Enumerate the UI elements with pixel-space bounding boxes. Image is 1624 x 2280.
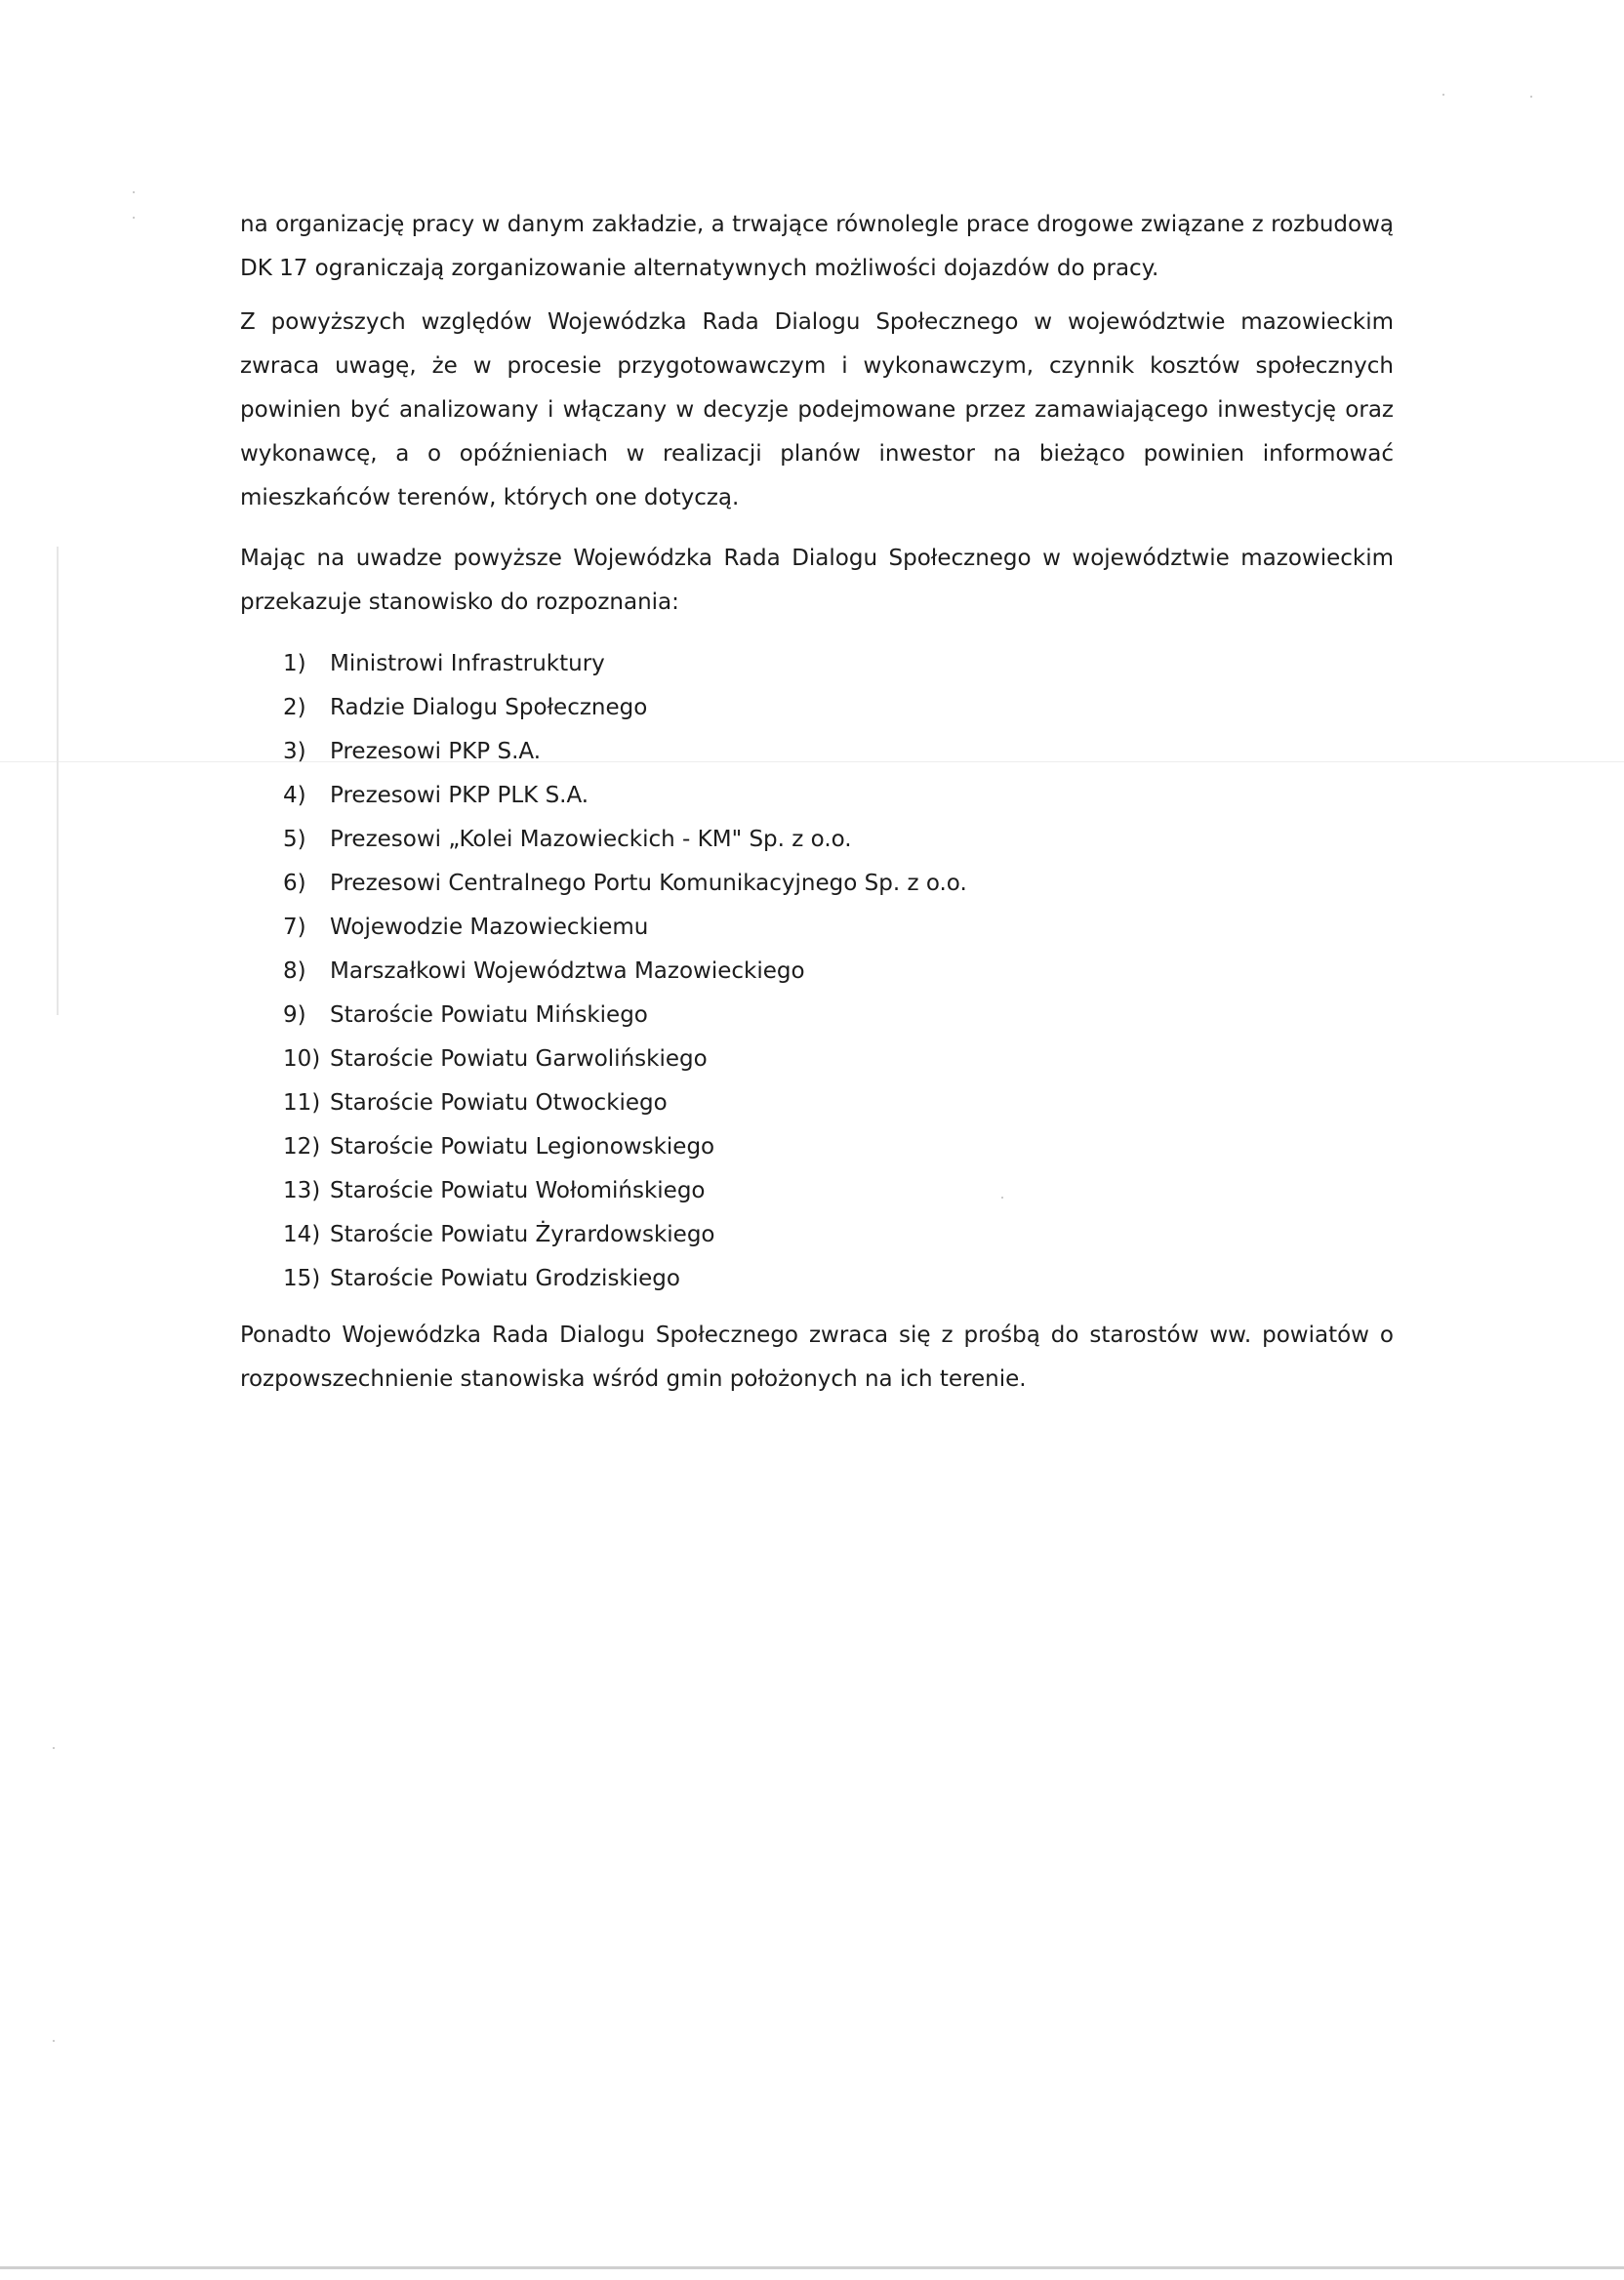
list-item — [283, 642, 967, 686]
list-item-text: Staroście Powiatu Otwockiego — [330, 1090, 668, 1116]
list-item-number: 13) — [283, 1178, 321, 1203]
list-item — [283, 1169, 967, 1213]
list-item-text: Radzie Dialogu Społecznego — [330, 695, 648, 720]
paragraph-forwarding-intro: Mając na uwadze powyższe Wojewódzka Rada Dialogu Społecznego w województwie mazowieckim przekazuje stanowisko do rozpoznania: — [240, 546, 1394, 615]
list-item-number: 14) — [283, 1222, 321, 1247]
list-item-text: Prezesowi „Kolei Mazowieckich - KM" Sp. z o.o. — [330, 827, 852, 852]
list-item-number: 5) — [283, 827, 306, 852]
list-item-text: Staroście Powiatu Garwolińskiego — [330, 1046, 708, 1072]
list-item-number: 2) — [283, 695, 306, 720]
list-item-text: Staroście Powiatu Grodziskiego — [330, 1266, 680, 1291]
list-item-text: Prezesowi PKP S.A. — [330, 739, 542, 764]
scan-speck — [1442, 94, 1444, 96]
scan-speck — [53, 1747, 55, 1749]
list-item-number: 9) — [283, 1002, 306, 1028]
paragraph-continuation: na organizację pracy w danym zakładzie, a trwające równolegle prace drogowe związane z rozbudową DK 17 ograniczają zorganizowanie alternatywnych możliwości dojazdów do pracy. — [240, 212, 1394, 281]
list-item-text: Prezesowi PKP PLK S.A. — [330, 783, 589, 808]
list-item-text: Ministrowi Infrastruktury — [330, 651, 605, 676]
list-item-number: 15) — [283, 1266, 321, 1291]
list-item-text: Staroście Powiatu Legionowskiego — [330, 1134, 715, 1160]
recipients-list — [283, 642, 967, 1301]
list-item — [283, 1213, 967, 1257]
list-item-text: Staroście Powiatu Żyrardowskiego — [330, 1222, 715, 1247]
list-item-number: 6) — [283, 871, 306, 896]
list-item — [283, 1038, 967, 1081]
list-item — [283, 818, 967, 862]
scan-artifact-bottom-edge — [0, 2266, 1624, 2269]
list-item — [283, 994, 967, 1038]
list-item — [283, 774, 967, 818]
list-item — [283, 1081, 967, 1125]
list-item-number: 3) — [283, 739, 306, 764]
list-item — [283, 686, 967, 730]
list-item — [283, 730, 967, 774]
list-item — [283, 1125, 967, 1169]
list-item — [283, 950, 967, 994]
list-item-number: 4) — [283, 783, 306, 808]
list-item-number: 11) — [283, 1090, 321, 1116]
list-item-text: Staroście Powiatu Mińskiego — [330, 1002, 648, 1028]
list-item — [283, 862, 967, 906]
list-item-number: 1) — [283, 651, 306, 676]
scan-speck — [1001, 1197, 1003, 1199]
scan-speck — [133, 191, 135, 193]
list-item-text: Prezesowi Centralnego Portu Komunikacyjnego Sp. z o.o. — [330, 871, 967, 896]
list-item-number: 10) — [283, 1046, 321, 1072]
list-item-text: Marszałkowi Województwa Mazowieckiego — [330, 958, 805, 984]
list-item-text: Wojewodzie Mazowieckiemu — [330, 915, 649, 940]
list-item — [283, 906, 967, 950]
list-item-number: 7) — [283, 915, 306, 940]
scan-speck — [53, 2040, 55, 2042]
list-item-text: Staroście Powiatu Wołomińskiego — [330, 1178, 706, 1203]
list-item-number: 12) — [283, 1134, 321, 1160]
scan-speck — [133, 217, 135, 219]
list-item — [283, 1257, 967, 1301]
paragraph-social-costs: Z powyższych względów Wojewódzka Rada Dialogu Społecznego w województwie mazowieckim zwraca uwagę, że w procesie przygotowawczym i wykonawczym, czynnik kosztów społecznych powinien być analizowany i włączany w decyzje podejmowane przez zamawiającego inwestycję oraz wykonawcę, a o opóźnieniach w realizacji planów inwestor na bieżąco powinien informować mieszkańców terenów, których one dotyczą. — [240, 309, 1394, 510]
scan-artifact-left-edge — [57, 547, 59, 1015]
scan-speck — [1530, 96, 1532, 98]
list-item-number: 8) — [283, 958, 306, 984]
paragraph-closing-request: Ponadto Wojewódzka Rada Dialogu Społecznego zwraca się z prośbą do starostów ww. powiatów o rozpowszechnienie stanowiska wśród gmin położonych na ich terenie. — [240, 1323, 1394, 1392]
